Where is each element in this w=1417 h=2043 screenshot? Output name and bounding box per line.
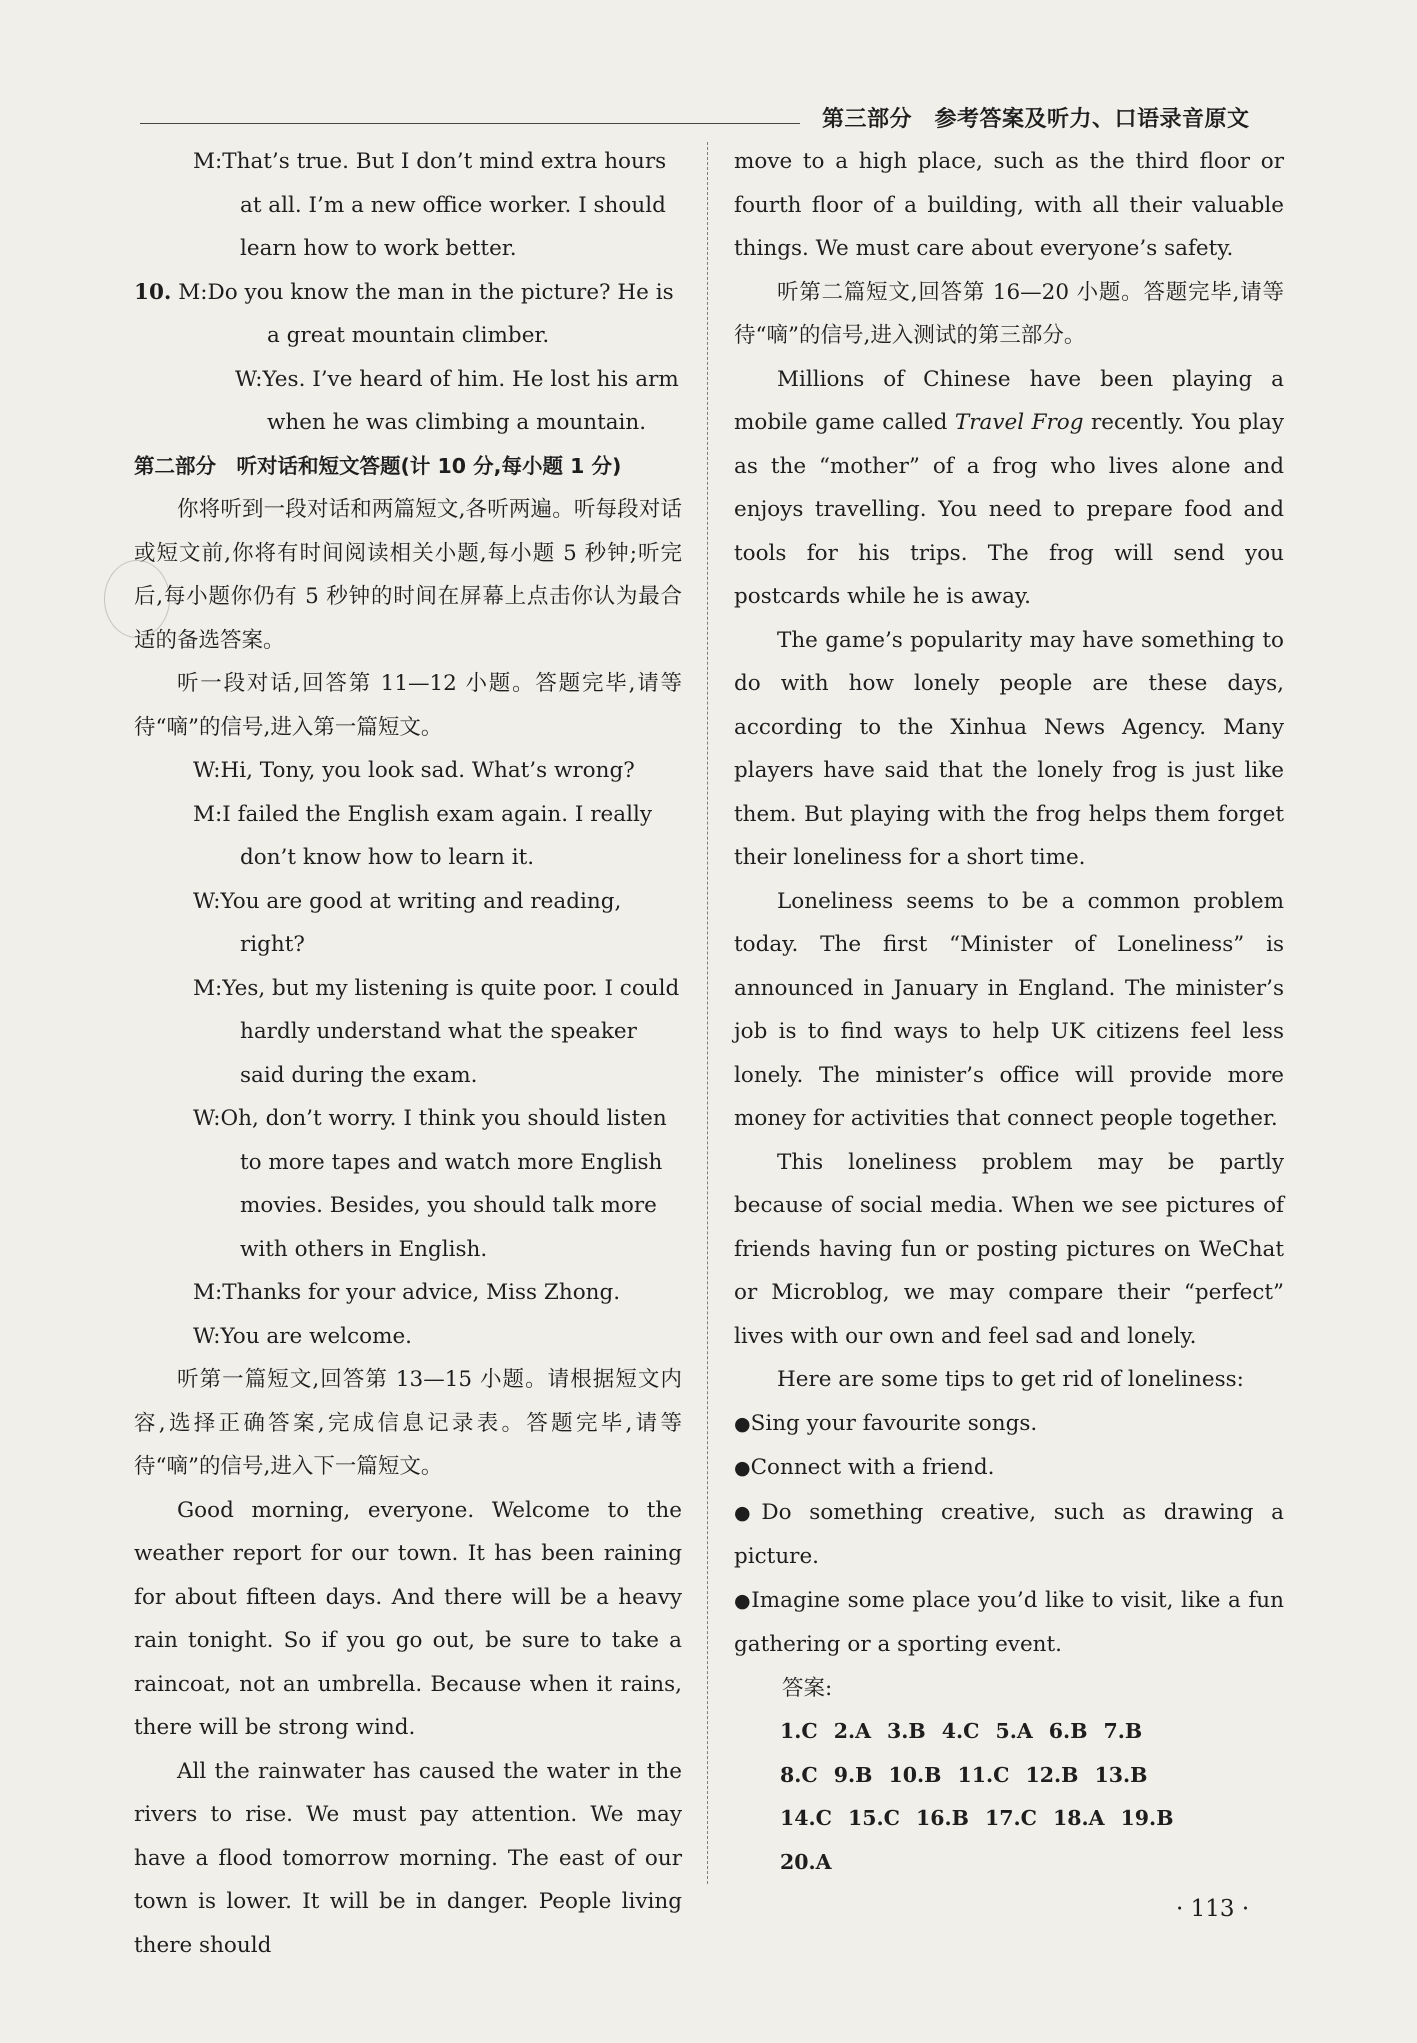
bullet-icon: ● <box>734 1589 752 1612</box>
passage-paragraph: Good morning, everyone. Welcome to the weather report for our town. It has been raining for about fifteen days. And there will be a heavy rain tonight. So if you go out, be sure to take a raincoat, not an umbrella. Because when it rains, there will be strong wind. <box>134 1497 682 1740</box>
bullet-icon: ● <box>734 1501 762 1524</box>
answers-label: 答案: <box>782 1675 833 1701</box>
answer-item: 10.B <box>888 1762 942 1787</box>
answer-item: 13.B <box>1094 1762 1148 1787</box>
passage-paragraph: Here are some tips to get rid of loneliness: <box>777 1367 1244 1392</box>
answer-item: 15.C <box>847 1806 900 1830</box>
tip-item: ●Imagine some place you’d like to visit, like a fun gathering or a sporting event. <box>734 1587 1284 1657</box>
tip-item: ●Sing your favourite songs. <box>734 1410 1038 1436</box>
header-rule <box>140 123 800 124</box>
passage-paragraph: move to a high place, such as the third floor or fourth floor of a building, with all their valuable things. We must care about everyone’s safety. <box>734 149 1284 261</box>
answer-row <box>734 1754 1284 1798</box>
tip-item: ●Do something creative, such as drawing a picture. <box>734 1499 1284 1569</box>
dialogue-line-q10-w: W:Yes. I’ve heard of him. He lost his arm when he was climbing a mountain. <box>235 366 679 435</box>
instruction-paragraph: 听第一篇短文,回答第 13—15 小题。请根据短文内容,选择正确答案,完成信息记录表。答题完毕,请等待“嘀”的信号,进入下一篇短文。 <box>134 1367 682 1479</box>
answer-item: 20.A <box>780 1849 832 1874</box>
dialogue-line: W:You are good at writing and reading, right? <box>193 888 622 957</box>
answer-item: 4.C <box>941 1719 980 1743</box>
answer-item: 7.B <box>1103 1719 1143 1743</box>
dialogue-line: W:You are welcome. <box>193 1323 413 1349</box>
answer-item: 14.C <box>780 1806 832 1830</box>
dialogue-line: M:I failed the English exam again. I really don’t know how to learn it. <box>193 801 652 870</box>
answer-row <box>734 1841 1284 1885</box>
answer-row <box>734 1797 1284 1841</box>
answer-item: 9.B <box>833 1762 873 1787</box>
answer-item: 8.C <box>780 1762 818 1787</box>
dialogue-line: M:Thanks for your advice, Miss Zhong. <box>193 1280 621 1305</box>
section-heading: 第二部分 听对话和短文答题(计 10 分,每小题 1 分) <box>134 453 622 478</box>
dialogue <box>134 749 682 1358</box>
tip-item: ●Connect with a friend. <box>734 1455 995 1480</box>
answer-item: 6.B <box>1048 1719 1088 1743</box>
answer-item: 5.A <box>995 1719 1033 1743</box>
passage-paragraph: This loneliness problem may be partly because of social media. When we see pictures of friends having fun or posting pictures on WeChat or Microblog, we may compare their “perfect” lives with our own and feel sad and lonely. <box>734 1149 1284 1349</box>
page-header-title: 第三部分 参考答案及听力、口语录音原文 <box>822 107 1250 132</box>
passage-paragraph: All the rainwater has caused the water in the rivers to rise. We must pay attention. We may have a flood tomorrow morning. The east of our town is lower. It will be in danger. People living there should <box>134 1758 682 1958</box>
dialogue-line: M:That’s true. But I don’t mind extra hours at all. I’m a new office worker. I should learn how to work better. <box>193 149 667 261</box>
bullet-icon: ● <box>734 1412 751 1435</box>
instruction-paragraph: 听第二篇短文,回答第 16—20 小题。答题完毕,请等待“嘀”的信号,进入测试的第三部分。 <box>734 279 1284 348</box>
answer-item: 19.B <box>1120 1806 1174 1830</box>
instruction-paragraph: 听一段对话,回答第 11—12 小题。答题完毕,请等待“嘀”的信号,进入第一篇短文。 <box>134 671 682 740</box>
answer-item: 1.C <box>780 1719 818 1743</box>
passage-paragraph: The game’s popularity may have something to do with how lonely people are these days, according to the Xinhua News Agency. Many players have said that the lonely frog is just like them. But playing with the frog helps them forget their loneliness for a short time. <box>734 627 1284 870</box>
bullet-icon: ● <box>734 1457 751 1479</box>
answer-item: 2.A <box>833 1719 872 1743</box>
answer-item: 17.C <box>984 1806 1037 1830</box>
dialogue-line-q10-m: 10. M:Do you know the man in the picture? He is a great mountain climber. <box>134 279 674 348</box>
passage-paragraph: Millions of Chinese have been playing a mobile game called Travel Frog recently. You play as the “mother” of a frog who lives alone and enjoys travelling. You need to prepare food and tools for his trips. The frog will send you postcards while he is away. <box>734 366 1284 609</box>
answer-item: 3.B <box>887 1719 926 1743</box>
answer-item: 12.B <box>1025 1762 1079 1787</box>
dialogue-line: M:Yes, but my listening is quite poor. I could hardly understand what the speaker said during the exam. <box>193 975 680 1088</box>
answer-item: 16.B <box>915 1806 969 1830</box>
answer-item: 11.C <box>957 1762 1010 1787</box>
instruction-paragraph: 你将听到一段对话和两篇短文,各听两遍。听每段对话或短文前,你将有时间阅读相关小题,每小题 5 秒钟;听完后,每小题你仍有 5 秒钟的时间在屏幕上点击你认为最合适的备选答案。 <box>134 497 682 653</box>
answer-row <box>734 1710 1284 1754</box>
dialogue-line: W:Oh, don’t worry. I think you should listen to more tapes and watch more English movies. Besides, you should talk more with others in English. <box>193 1106 667 1262</box>
dialogue-line: W:Hi, Tony, you look sad. What’s wrong? <box>193 758 635 783</box>
answer-item: 18.A <box>1052 1806 1105 1830</box>
right-column <box>734 140 1284 1884</box>
column-divider <box>707 142 708 1884</box>
page-number: · 113 · <box>1176 1896 1250 1922</box>
game-title: Travel Frog <box>954 410 1084 435</box>
passage-paragraph: Loneliness seems to be a common problem today. The first “Minister of Loneliness” is announced in January in England. The minister’s job is to find ways to help UK citizens feel less lonely. The minister’s office will provide more money for activities that connect people together. <box>734 888 1284 1131</box>
left-column <box>134 140 682 1967</box>
